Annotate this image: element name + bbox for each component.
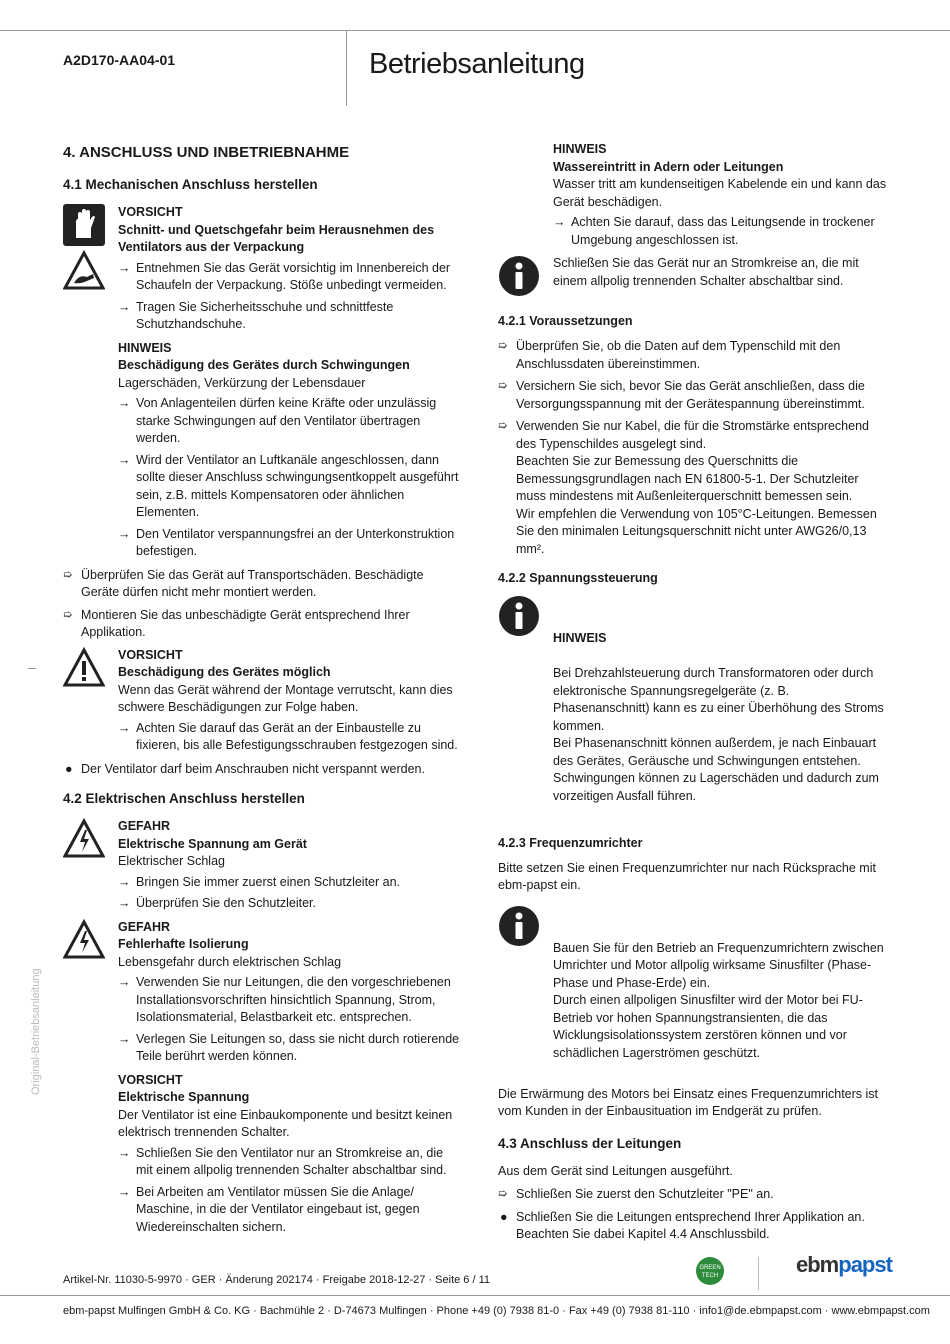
footer-company-info: ebm-papst Mulfingen GmbH & Co. KG · Bachmühle 2 · D-74673 Mulfingen · Phone +49 (0) 7938 81-0 · Fax +49 (0) 7938 81-110 · info1@de.ebmpapst.com · www.ebmpapst.com [63, 1305, 930, 1317]
cutting-hazard-icon [63, 250, 105, 292]
heading-4-1: 4.1 Mechanischen Anschluss herstellen [63, 177, 318, 192]
notice-subtitle: Wassereintritt in Adern oder Leitungen [553, 159, 784, 174]
warning-vorsicht-2 [63, 647, 463, 755]
warning-type: VORSICHT [118, 205, 183, 219]
electric-hazard-icon [63, 919, 105, 961]
footer-rule [0, 1295, 950, 1296]
notice-subtitle: Beschädigung des Gerätes durch Schwingungen [118, 358, 410, 372]
danger-gefahr-2 [63, 919, 463, 1066]
heading-4-2-3: 4.2.3 Frequenzumrichter [498, 835, 643, 850]
notice-text: Wasser tritt am kundenseitigen Kabelende ein und kann das Gerät beschädigen. [553, 177, 887, 209]
paragraph: Die Erwärmung des Motors bei Einsatz eines Frequenzumrichters ist vom Kunden in der Einbausituation im Endgerät zu prüfen. [498, 1086, 879, 1118]
notice-type: HINWEIS [553, 142, 607, 156]
list-item: → Entnehmen Sie das Gerät vorsichtig im Innenbereich der Schaufeln der Verpackung. Stöße unbedingt vermeiden. [118, 260, 451, 292]
header-divider [346, 30, 347, 106]
list-item: → Bringen Sie immer zuerst einen Schutzleiter an. [118, 874, 401, 889]
heading-4-2-1: 4.2.1 Voraussetzungen [498, 314, 633, 328]
warning-text: Wenn das Gerät während der Montage verrutscht, kann dies schwere Beschädigungen zur Folge haben. [118, 682, 453, 714]
danger-text: Elektrischer Schlag [118, 854, 225, 868]
notice-hinweis-2 [498, 141, 888, 249]
bullet-item: ● Schließen Sie die Leitungen entsprechend Ihrer Applikation an. Beachten Sie dabei Kapitel 4.4 Anschlussbild. [500, 1209, 865, 1241]
section-title: 4. ANSCHLUSS UND INBETRIEBNAHME [63, 144, 350, 161]
danger-subtitle: Fehlerhafte Isolierung [118, 937, 249, 951]
right-column [498, 141, 888, 1249]
list-item: → Bei Arbeiten am Ventilator müssen Sie die Anlage/ Maschine, in die der Ventilator eingebaut ist, gegen Wiedereinschalten sichern. [118, 1184, 420, 1234]
list-item: → Von Anlagenteilen dürfen keine Kräfte oder unzulässig starke Schwingungen auf den Ventilator übertragen werden. [118, 396, 437, 445]
protective-gloves-icon [63, 204, 105, 246]
info-text: Bauen Sie für den Betrieb an Frequenzumrichtern zwischen Umrichter und Motor allpolig wirksame Sinusfilter (Phase-Phase und Phase-Erde) ein. Durch einen allpoligen Sinusfilter wird der Motor bei FU-Betrieb vor hohen Spannungstransienten, die das Wicklungsisolationssystem zerstören können und vor schädlichen Lagerströmen geschützt. [553, 940, 884, 1060]
left-column [63, 143, 463, 1242]
check-item: ➯ Überprüfen Sie das Gerät auf Transportschäden. Beschädigte Geräte dürfen nicht mehr montiert werden. [63, 567, 424, 599]
sidebar-label: Original-Betriebsanleitung [30, 968, 42, 1095]
heading-4-2-2: 4.2.2 Spannungssteuerung [498, 571, 658, 585]
greentech-logo: GREEN TECH [696, 1257, 724, 1285]
list-item: → Tragen Sie Sicherheitsschuhe und schnittfeste Schutzhandschuhe. [118, 299, 394, 331]
notice-hinweis-3 [498, 595, 888, 823]
list-item: → Überprüfen Sie den Schutzleiter. [118, 896, 316, 910]
electric-hazard-icon [63, 818, 105, 860]
danger-type: GEFAHR [118, 919, 171, 934]
warning-subtitle: Beschädigung des Gerätes möglich [118, 665, 331, 679]
info-icon [498, 905, 540, 947]
paragraph: Aus dem Gerät sind Leitungen ausgeführt. [498, 1163, 733, 1178]
list-item: → Wird der Ventilator an Luftkanäle angeschlossen, dann sollte dieser Anschluss schwingungsentkoppelt ausgeführt sein, z.B. mittels Kompensatoren oder ähnlichen Elementen. [118, 452, 459, 519]
list-item: → Achten Sie darauf, dass das Leitungsende in trockener Umgebung angeschlossen ist. [553, 215, 875, 247]
document-id: A2D170-AA04-01 [63, 52, 176, 68]
footer-divider [758, 1257, 759, 1290]
danger-subtitle: Elektrische Spannung am Gerät [118, 836, 307, 851]
notice-type: HINWEIS [553, 631, 607, 645]
warning-vorsicht-1 [63, 204, 463, 334]
danger-gefahr-1 [63, 818, 463, 913]
list-item: → Verwenden Sie nur Leitungen, die den vorgeschriebenen Installationsvorschriften hinsichtlich Spannung, Strom, Isolationsmaterial, Belastbarkeit etc. entsprechen. [118, 975, 451, 1024]
check-item: ➯ Überprüfen Sie, ob die Daten auf dem Typenschild mit den Anschlussdaten übereinstimmen. [498, 339, 841, 371]
warning-subtitle: Schnitt- und Quetschgefahr beim Herausnehmen des Ventilators aus der Verpackung [118, 222, 435, 254]
check-item: ➯ Montieren Sie das unbeschädigte Gerät entsprechend Ihrer Applikation. [63, 607, 410, 639]
warning-type: VORSICHT [118, 647, 183, 662]
info-block-1 [498, 255, 888, 299]
notice-text: Lagerschäden, Verkürzung der Lebensdauer [118, 375, 366, 390]
list-item: → Achten Sie darauf das Gerät an der Einbaustelle zu fixieren, bis alle Befestigungsschrauben festgezogen sind. [118, 720, 458, 752]
warning-subtitle: Elektrische Spannung [118, 1090, 250, 1104]
info-icon [498, 595, 540, 637]
info-block-2 [498, 905, 888, 1080]
danger-text: Lebensgefahr durch elektrischen Schlag [118, 954, 342, 969]
bullet-item: ● Der Ventilator darf beim Anschrauben nicht verspannt werden. [65, 761, 425, 776]
footer-article-info: Artikel-Nr. 11030-5-9970 · GER · Änderung 202174 · Freigabe 2018-12-27 · Seite 6 / 11 [63, 1274, 491, 1286]
info-icon [498, 255, 540, 297]
document-title: Betriebsanleitung [369, 48, 585, 80]
check-item: ➯ Verwenden Sie nur Kabel, die für die Stromstärke entsprechend des Typenschildes ausgelegt sind. Beachten Sie zur Bemessung des Querschnitts die Bemessungsgrundlagen nach EN 61800-5-1. Der Schutzleiter muss mindestens mit Außenleiterquerschnitt bemessen sein. Wir empfehlen die Verwendung von 105°C-Leitungen. Bemessen Sie den minimalen Leitungsquerschnitt nicht unter AWG26/0,13 mm². [498, 419, 877, 556]
warning-triangle-icon [63, 647, 105, 689]
warning-text: Der Ventilator ist eine Einbaukomponente und besitzt keinen elektrisch trennenden Schalter. [118, 1107, 453, 1139]
list-item: → Schließen Sie den Ventilator nur an Stromkreise an, die mit einem allpolig trennenden Schalter abschaltbar sind. [118, 1145, 447, 1177]
heading-4-2: 4.2 Elektrischen Anschluss herstellen [63, 791, 305, 806]
list-item: → Den Ventilator verspannungsfrei an der Unterkonstruktion befestigen. [118, 526, 455, 558]
margin-mark [28, 668, 36, 669]
header-rule [0, 30, 950, 31]
notice-type: HINWEIS [118, 340, 172, 355]
notice-hinweis-1 [63, 340, 463, 561]
heading-4-3: 4.3 Anschluss der Leitungen [498, 1135, 682, 1151]
paragraph: Bitte setzen Sie einen Frequenzumrichter nur nach Rücksprache mit ebm-papst ein. [498, 860, 876, 892]
notice-text: Bei Drehzahlsteuerung durch Transformatoren oder durch elektronische Spannungsregelgeräte (z. B. Phasenanschnitt) kann es zu einer Überhöhung des Stroms kommen. Bei Phasenanschnitt können außerdem, je nach Einbauart des Gerätes, Geräusche und Schwingungen entstehen. Schwingungen können zu Lagerschäden und dadurch zum vorzeitigen Ausfall führen. [553, 666, 884, 803]
check-item: ➯ Versichern Sie sich, bevor Sie das Gerät anschließen, dass die Versorgungsspannung mit der Gerätespannung übereinstimmt. [498, 379, 865, 411]
info-text: Schließen Sie das Gerät nur an Stromkreise an, die mit einem allpolig trennenden Schalter abschaltbar sind. [553, 256, 859, 288]
ebmpapst-logo: ebmpapst [796, 1252, 892, 1277]
warning-type: VORSICHT [118, 1072, 183, 1087]
check-item: ➯ Schließen Sie zuerst den Schutzleiter "PE" an. [498, 1187, 774, 1201]
warning-vorsicht-3 [63, 1072, 463, 1237]
list-item: → Verlegen Sie Leitungen so, dass sie nicht durch rotierende Teile berührt werden können. [118, 1031, 460, 1063]
danger-type: GEFAHR [118, 819, 171, 833]
